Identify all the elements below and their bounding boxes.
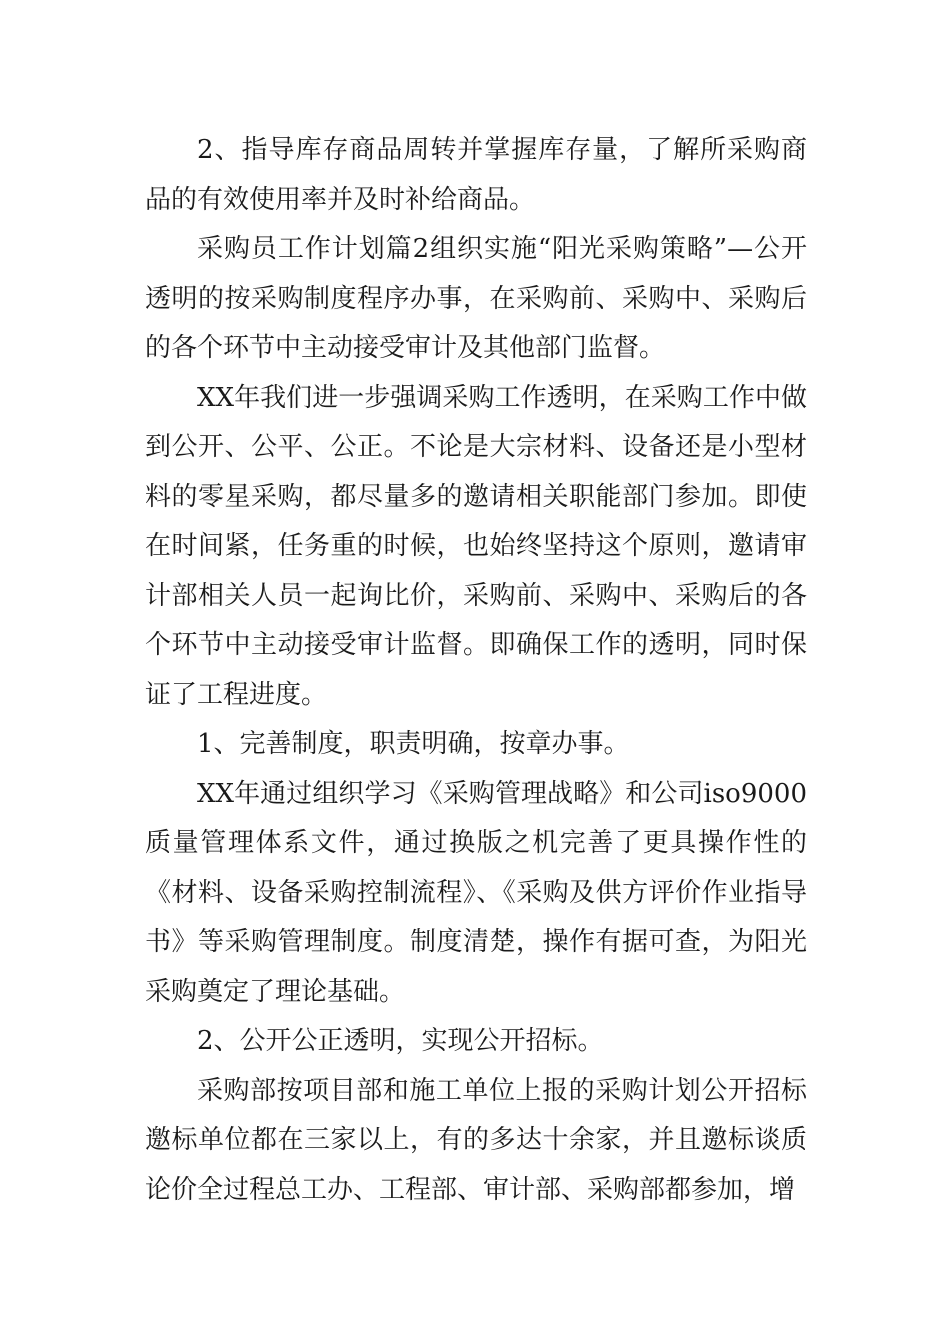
paragraph: XX年我们进一步强调采购工作透明，在采购工作中做到公开、公平、公正。不论是大宗材料、设备还是小型材料的零星采购，都尽量多的邀请相关职能部门参加。即使在时间紧，任务重的时候，也始终坚持这个原则，邀请审计部相关人员一起询比价，采购前、采购中、采购后的各个环节中主动接受审计监督。即确保工作的透明，同时保证了工程进度。: [145, 382, 807, 710]
paragraph: 2、公开公正透明，实现公开招标。: [197, 1026, 604, 1056]
paragraph: 2、指导库存商品周转并掌握库存量，了解所采购商品的有效使用率并及时补给商品。: [145, 135, 807, 215]
paragraph: 采购部按项目部和施工单位上报的采购计划公开招标邀标单位都在三家以上，有的多达十余家，并且邀标谈质论价全过程总工办、工程部、审计部、采购部都参加，增: [145, 1075, 807, 1205]
document-body: [145, 126, 807, 1215]
paragraph: 采购员工作计划篇2组织实施“阳光采购策略”—公开透明的按采购制度程序办事，在采购前、采购中、采购后的各个环节中主动接受审计及其他部门监督。: [145, 234, 807, 363]
paragraph: 1、完善制度，职责明确，按章办事。: [197, 729, 630, 759]
paragraph: XX年通过组织学习《采购管理战略》和公司iso9000质量管理体系文件，通过换版之机完善了更具操作性的《材料、设备采购控制流程》、《采购及供方评价作业指导书》等采购管理制度。制度清楚，操作有据可查，为阳光采购奠定了理论基础。: [145, 778, 807, 1007]
